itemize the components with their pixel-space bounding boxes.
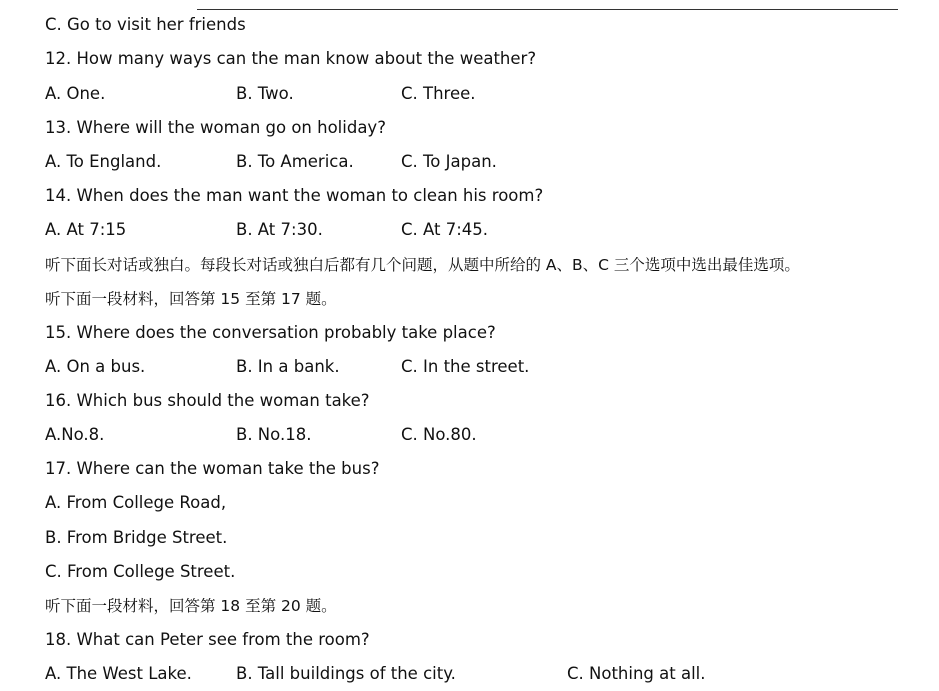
question-16: 16. Which bus should the woman take? — [45, 391, 370, 410]
question-17: 17. Where can the woman take the bus? — [45, 459, 380, 478]
question-14: 14. When does the man want the woman to clean his room? — [45, 186, 544, 205]
q14-option-b: B. At 7:30. — [236, 220, 323, 239]
q12-option-c: C. Three. — [401, 84, 476, 103]
option-c-prev: C. Go to visit her friends — [45, 15, 246, 34]
q15-option-b: B. In a bank. — [236, 357, 340, 376]
q17-option-a: A. From College Road, — [45, 493, 227, 512]
q16-option-c: C. No.80. — [401, 425, 477, 444]
q18-option-a: A. The West Lake. — [45, 664, 192, 683]
q17-option-c: C. From College Street. — [45, 562, 236, 581]
q18-option-b: B. Tall buildings of the city. — [236, 664, 456, 683]
question-18: 18. What can Peter see from the room? — [45, 630, 370, 649]
q15-option-a: A. On a bus. — [45, 357, 146, 376]
q17-option-b: B. From Bridge Street. — [45, 528, 228, 547]
q13-option-a: A. To England. — [45, 152, 162, 171]
q14-option-c: C. At 7:45. — [401, 220, 489, 239]
q16-option-b: B. No.18. — [236, 425, 312, 444]
section-instruction: 听下面长对话或独白。每段长对话或独白后都有几个问题，从题中所给的 A、B、C 三个选项中选出最佳选项。 — [45, 256, 800, 274]
q12-option-b: B. Two. — [236, 84, 294, 103]
top-rule — [197, 9, 898, 10]
q18-option-c: C. Nothing at all. — [567, 664, 706, 683]
question-13: 13. Where will the woman go on holiday? — [45, 118, 386, 137]
question-15: 15. Where does the conversation probably take place? — [45, 323, 496, 342]
q12-option-a: A. One. — [45, 84, 106, 103]
q16-option-a: A.No.8. — [45, 425, 105, 444]
q13-option-b: B. To America. — [236, 152, 354, 171]
q14-option-a: A. At 7:15 — [45, 220, 127, 239]
q15-option-c: C. In the street. — [401, 357, 530, 376]
material-instruction-15-17: 听下面一段材料，回答第 15 至第 17 题。 — [45, 290, 337, 308]
q13-option-c: C. To Japan. — [401, 152, 497, 171]
question-12: 12. How many ways can the man know about the weather? — [45, 49, 537, 68]
material-instruction-18-20: 听下面一段材料，回答第 18 至第 20 题。 — [45, 597, 337, 615]
